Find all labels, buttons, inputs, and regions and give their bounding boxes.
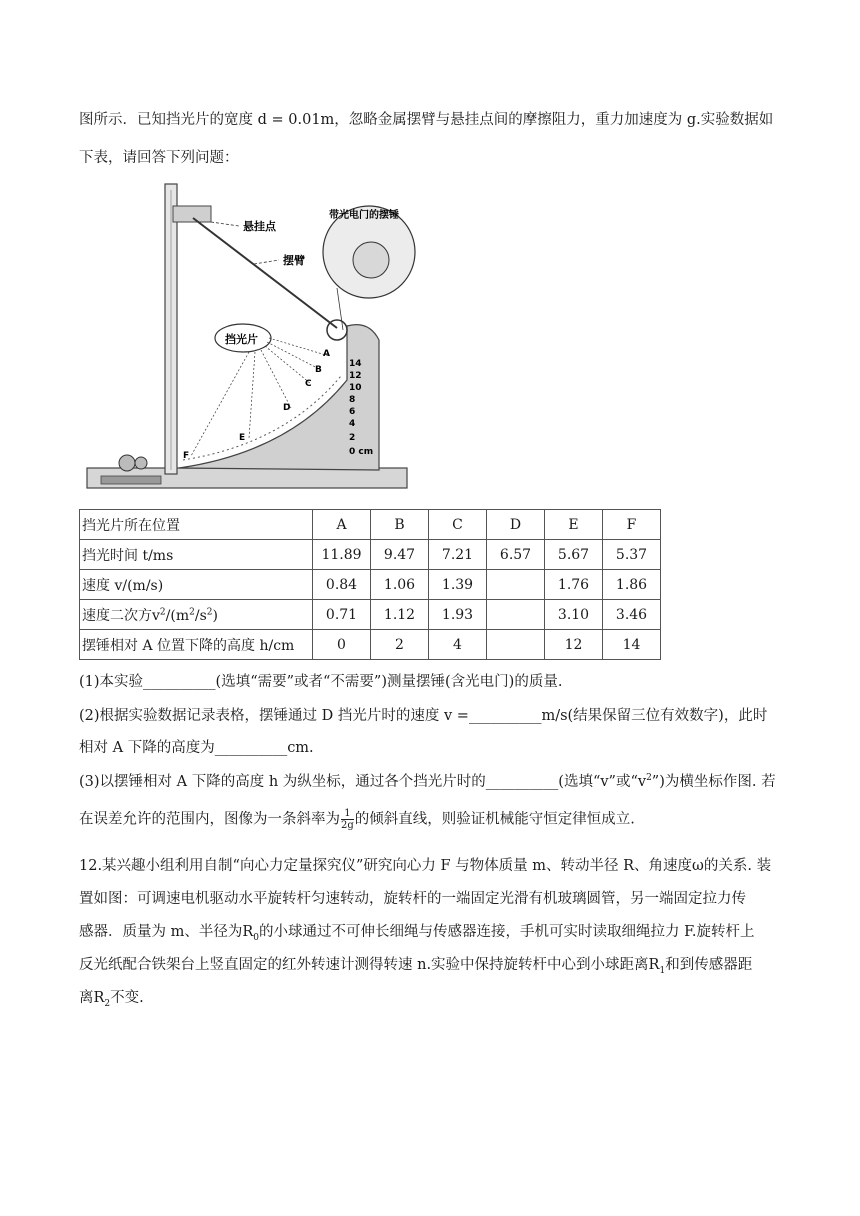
label-bob: 带光电门的摆锤 [329,210,399,221]
question-3-line-2 [79,808,635,831]
problem-12-line-4 [79,955,752,975]
scale-2: 2 [349,433,356,443]
letter-e: E [239,433,246,443]
table-cell: 1.86 [603,570,661,600]
row-label-part: /s [194,607,207,624]
text-part: 离R [79,990,105,1006]
fraction-denominator: 2g [341,820,354,831]
data-table [79,509,661,660]
table-cell: 0.84 [313,570,371,600]
table-cell: 7.21 [429,540,487,570]
problem-12-line-3 [79,922,755,942]
table-cell: 1.06 [371,570,429,600]
table-row [80,630,661,660]
table-cell [487,570,545,600]
intro-line-2: 下表，请回答下列问题： [79,150,239,166]
letter-d: D [283,403,291,413]
table-cell: 3.46 [603,600,661,630]
table-row [80,540,661,570]
subscript: 0 [253,932,260,943]
table-cell: 14 [603,630,661,660]
table-cell: 5.67 [545,540,603,570]
scale-8: 8 [349,395,356,405]
scale-0: 0 cm [349,447,374,457]
scale-10: 10 [349,383,362,393]
subscript: 1 [659,965,666,976]
question-2-line-1: (2)根据实验数据记录表格，摆锤通过 D 挡光片时的速度 v =__________m/s(结果保留三位有效数字)，此时 [79,708,768,724]
table-cell: 1.76 [545,570,603,600]
label-arm: 摆臂 [283,254,305,267]
fraction-numerator: 1 [341,808,354,820]
table-cell: 挡光时间 t/ms [80,540,313,570]
table-cell: 5.37 [603,540,661,570]
letter-b: B [315,365,322,375]
table-cell: 6.57 [487,540,545,570]
intro-line-1: 图所示．已知挡光片的宽度 d = 0.01m，忽略金属摆臂与悬挂点间的摩擦阻力，重力加速度为 g.实验数据如 [79,112,774,128]
text-part: 的倾斜直线，则验证机械能守恒定律恒成立. [354,811,635,828]
fraction-1-over-2g [341,808,354,831]
scale-12: 12 [349,371,362,381]
problem-12-line-1: 12.某兴趣小组利用自制“向心力定量探究仪”研究向心力 F 与物体质量 m、转动半径 R、角速度ω的关系. 装 [79,858,772,874]
text-part: 和到传感器距 [665,957,753,973]
text-part: 在误差允许的范围内，图像为一条斜率为 [79,811,340,828]
question-3-line-1 [79,772,776,792]
table-cell: 速度 v/(m/s) [80,570,313,600]
question-2-line-2: 相对 A 下降的高度为__________cm. [79,740,314,756]
problem-12-line-5 [79,988,144,1008]
superscript: 2 [159,606,166,617]
subscript: 2 [104,998,111,1009]
text-part: 感器．质量为 m、半径为R [79,924,254,940]
table-row [80,510,661,540]
text-part: (3)以摆锤相对 A 下降的高度 h 为纵坐标，通过各个挡光片时的__________(选填“v”或“v [79,774,647,790]
table-cell: F [603,510,661,540]
text-part: 反光纸配合铁架台上竖直固定的红外转速计测得转速 n.实验中保持旋转杆中心到小球距离R [79,957,660,973]
letter-f: F [183,451,190,461]
table-cell: 0 [313,630,371,660]
table-row [80,570,661,600]
row-label-part: /(m [165,607,190,624]
table-cell: 挡光片所在位置 [80,510,313,540]
table-row [80,600,661,630]
table-cell: C [429,510,487,540]
letter-c: C [305,379,312,389]
question-1: (1)本实验__________(选填“需要”或者“不需要”)测量摆锤(含光电门)的质量. [79,674,563,690]
table-cell: A [313,510,371,540]
table-cell: 4 [429,630,487,660]
table-cell: 摆锤相对 A 位置下降的高度 h/cm [80,630,313,660]
row-label-part: 速度二次方v [82,607,160,624]
table-cell: 1.93 [429,600,487,630]
table-cell: B [371,510,429,540]
problem-12-line-2: 置如图：可调速电机驱动水平旋转杆匀速转动，旋转杆的一端固定光滑有机玻璃圆管，另一端固定拉力传 [79,891,746,907]
table-cell: 0.71 [313,600,371,630]
label-pivot: 悬挂点 [243,220,276,233]
scale-14: 14 [349,359,362,369]
table-cell [487,600,545,630]
table-cell: 1.39 [429,570,487,600]
table-cell: 9.47 [371,540,429,570]
label-shutter: 挡光片 [225,333,258,346]
table-cell: E [545,510,603,540]
row-label-part: ) [212,607,218,624]
table-cell: 11.89 [313,540,371,570]
text-part: 不变. [110,990,144,1006]
table-cell: 1.12 [371,600,429,630]
table-cell: 12 [545,630,603,660]
text-part: ”)为横坐标作图. 若 [651,774,776,790]
superscript: 2 [206,606,213,617]
table-cell: 3.10 [545,600,603,630]
superscript: 2 [189,606,195,617]
letter-a: A [323,349,330,359]
table-cell [80,600,313,630]
superscript: 2 [646,773,652,784]
scale-4: 4 [349,419,356,429]
scale-6: 6 [349,407,356,417]
text-part: 的小球通过不可伸长细绳与传感器连接，手机可实时读取细绳拉力 F.旋转杆上 [259,924,755,940]
table-cell: D [487,510,545,540]
pendulum-apparatus-figure [79,180,419,498]
table-cell: 2 [371,630,429,660]
table-cell [487,630,545,660]
